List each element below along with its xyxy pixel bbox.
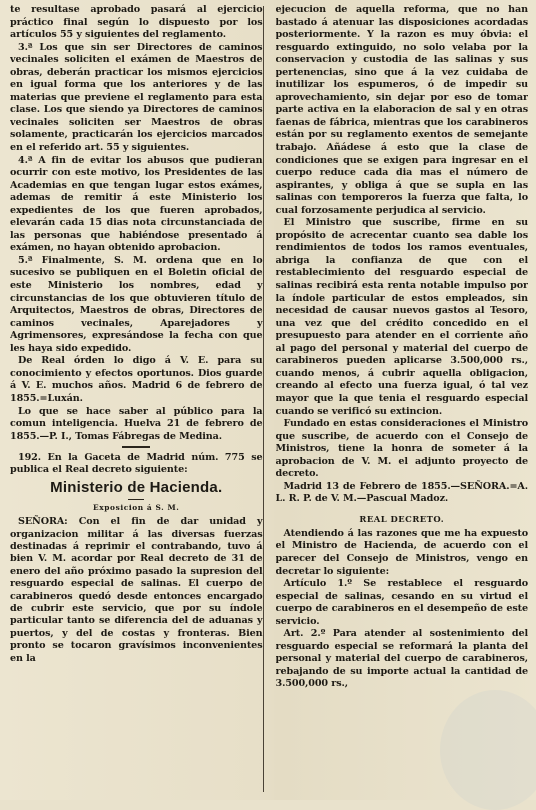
paragraph-rule-3: 3.ª Los que sin ser Directores de caminos vecinales soliciten el exámen de Maestros de obras, deberán practicar los mismos ejercicios en igual forma que los anteriores y de las materias que previene el reglamento para esta clase. Los que siendo ya Directores de caminos vecinales soliciten ser Maestros de obras solamente, practicarán los ejercicios marcados en el referido art. 55 y siguientes.: [10, 41, 263, 154]
paragraph-rule-4: 4.ª A fin de evitar los abusos que pudieran ocurrir con este motivo, los Presidentes de las Academias en que tengan lugar estos exámes, ademas de remitir á este Ministerio los expedientes de los que fueren aprobados, elevarán cada 15 dias nota circunstanciada de las personas que habiéndose presentado á exámen, no hayan obtenido aprobacion.: [10, 154, 263, 254]
paragraph-article-1: Artículo 1.º Se restablece el resguardo especial de salinas, cesando en su virtud el cuerpo de carabineros en el desempeño de este servicio.: [275, 578, 528, 627]
right-column: [276, 4, 529, 794]
paragraph-decree-preamble: Atendiendo á las razones que me ha expuesto el Ministro de Hacienda, de acuerdo con el parecer del Consejo de Ministros, vengo en decretar lo siguiente:: [275, 527, 528, 577]
decree-title: REAL DECRETO.: [359, 513, 445, 524]
column-divider: [263, 6, 264, 792]
paragraph-minister-purpose: El Ministro que suscribe, firme en su propósito de acrecentar cuanto sea dable los rendimientos de todos los ramos eventuales, abriga la confianza de que con el restablecimiento del resguardo especial de salinas recibirá esta renta notable impulso por la índole particular de estos empleados, sin necesidad de causar nuevos gastos al Tesoro, una vez que del crédito concedido en el presupuesto para atender en el corriente año al pago del personal y material del cuerpo de carabineros pueden aplicarse 3.500,000 rs., cuando menos, á cubrir aquella obligacion, creando al efecto una fuerza igual, ó tal vez mayor que la que tenia el resguardo especial cuando se verificó su extincion.: [275, 217, 528, 417]
signature-block: Madrid 13 de Febrero de 1855.—SEÑORA.=A. L. R. P. de V. M.—Pascual Madoz.: [275, 480, 528, 505]
section-title: Ministerio de Hacienda.: [50, 478, 223, 496]
two-column-layout: [10, 4, 528, 794]
paragraph-article-2: Art. 2.º Para atender al sostenimiento del resguardo especial se reformará la planta del personal y material del cuerpo de carabineros, rebajando de su importe actual la cantidad de 3.500,000 rs.,: [275, 628, 528, 690]
separator-rule: [10, 446, 263, 448]
paragraph-exposition: SEÑORA: Con el fin de dar unidad y organizacion militar á las diversas fuerzas destinadas á reprimir el contrabando, tuvo á bien V. M. acordar por Real decreto de 31 de enero del año próximo pasado la supresion del resguardo especial de salinas. El cuerpo de carabineros quedó desde entonces encargado de cubrir este servicio, que por su índole particular tanto se diferencia del de aduanas y puertos, y del de costas y fronteras. Bien pronto se tocaron gravísimos inconvenientes en la: [10, 516, 263, 664]
paragraph-exam-final: te resultase aprobado pasará al ejercicio práctico final según lo dispuesto por los artículos 55 y siguientes del reglamento.: [10, 4, 263, 41]
paragraph-rule-5: 5.ª Finalmente, S. M. ordena que en lo sucesivo se publiquen en el Boletin oficial de este Ministerio los nombres, edad y circunstancias de los que obtuvieren título de Arquitectos, Maestros de obras, Directores de caminos vecinales, Aparejadores y Agrimensores, expresándose la fecha con que les haya sido expedido.: [10, 254, 263, 354]
paragraph-royal-order: De Real órden lo digo á V. E. para su conocimiento y efectos oportunos. Dios guarde á V. E. muchos años. Madrid 6 de febrero de 1855.=Luxán.: [10, 355, 263, 404]
exposition-title: Exposicion á S. M.: [93, 503, 180, 513]
left-column: [10, 4, 263, 794]
gazette-note: 192. En la Gaceta de Madrid núm. 775 se publica el Real decreto siguiente:: [10, 451, 263, 476]
separator-rule: [10, 499, 263, 501]
paragraph-considerations: Fundado en estas consideraciones el Ministro que suscribe, de acuerdo con el Consejo de Ministros, tiene la honra de someter á la aprobacion de V. M. el adjunto proyecto de decreto.: [275, 418, 528, 480]
paragraph-reform-execution: ejecucion de aquella reforma, que no han bastado á atenuar las disposiciones acordadas posteriormente. Y la razon es muy óbvia: el resguardo extinguido, no solo velaba por la conservacion y custodia de las salinas y sus pertenencias, sino que á la vez cuidaba de inutilizar los espumeros, ó de impedir su aprovechamiento, sin dejar por eso de tomar parte activa en la elaboracion de sal y en otras faenas de fábrica, mientras que los carabineros están por su reglamento exentos de semejante trabajo. Añádese á esto que la clase de condiciones que se exigen para ingresar en el cuerpo reduce cada dia mas el número de aspirantes, y obliga á que se supla en las salinas con temporeros la fuerza que falta, lo cual forzosamente perjudica al servicio.: [275, 4, 528, 216]
paragraph-public-notice: Lo que se hace saber al público para la comun inteligencia. Huelva 21 de febrero de 1855.—P. I., Tomas Fábregas de Medina.: [10, 405, 263, 442]
